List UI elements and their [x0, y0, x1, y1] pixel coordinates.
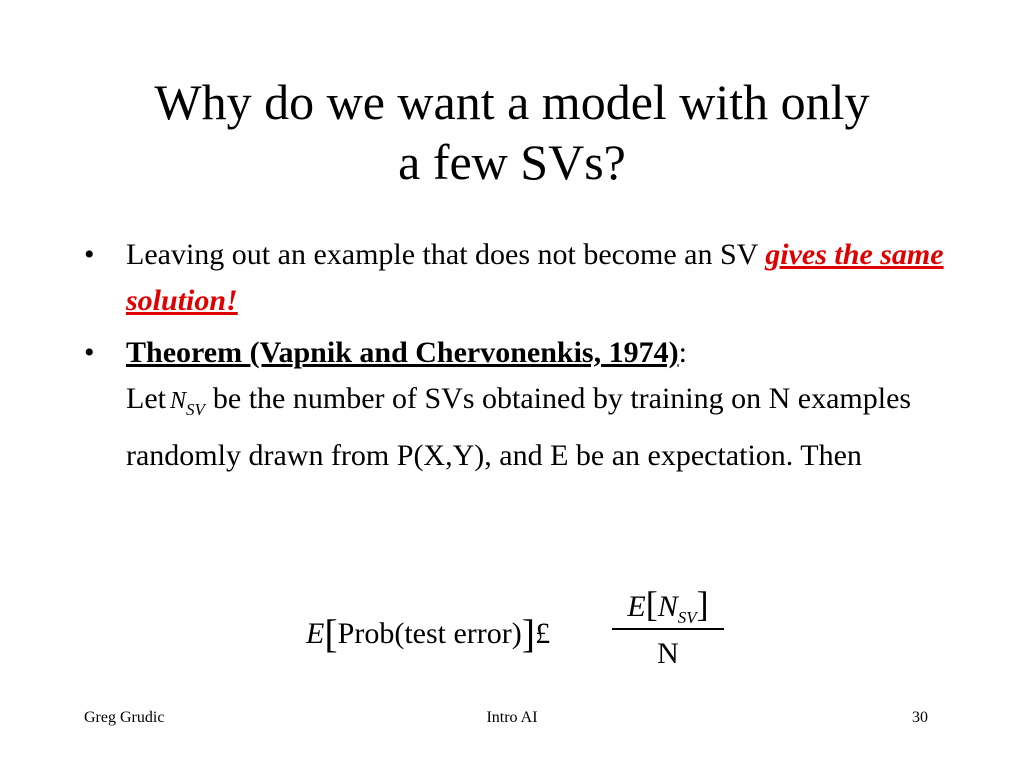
footer-course: Intro AI — [486, 709, 538, 726]
formula-lhs — [306, 610, 550, 657]
fraction — [612, 582, 724, 672]
let-word: Let — [126, 382, 166, 415]
fraction-bar — [612, 628, 724, 630]
lhs-expectation: E — [306, 617, 325, 650]
num-expectation: E — [627, 590, 646, 623]
lhs-left-bracket: [ — [324, 611, 338, 656]
num-n: N — [657, 590, 678, 623]
footer-page-number: 30 — [912, 709, 928, 726]
bullet-marker: • — [84, 238, 95, 271]
title-line-2: a few SVs? — [398, 134, 626, 190]
slide-title — [60, 72, 964, 192]
num-subscript: SV — [677, 608, 697, 627]
lhs-prob-text: Prob(test error) — [337, 617, 522, 650]
fraction-numerator — [612, 582, 724, 626]
lhs-right-bracket: ] — [521, 611, 536, 656]
bullet-marker: • — [84, 336, 95, 369]
title-line-1: Why do we want a model with only — [154, 74, 870, 130]
theorem-body: be the number of SVs obtained by training on N examples randomly drawn from P(X,Y), and E be an expectation. Then — [126, 382, 912, 472]
fraction-denominator: N — [657, 637, 679, 670]
bullet-item-theorem — [84, 330, 964, 479]
num-left-bracket: [ — [645, 584, 658, 624]
nsv-main: N — [169, 388, 186, 414]
nsv-symbol — [170, 378, 205, 433]
bullet-text: Leaving out an example that does not become an SV — [126, 238, 766, 271]
footer-author: Greg Grudic — [84, 709, 165, 726]
bullet-item-leaving-out — [84, 232, 964, 324]
relation-symbol: £ — [535, 617, 551, 650]
nsv-subscript: SV — [186, 400, 205, 419]
theorem-heading: Theorem (Vapnik and Chervonenkis, 1974) — [126, 336, 679, 369]
bullet-list — [84, 232, 964, 479]
emphasis-text: gives the same solution! — [126, 238, 944, 317]
formula — [306, 582, 746, 682]
theorem-colon: : — [678, 336, 687, 369]
num-right-bracket: ] — [696, 584, 709, 624]
